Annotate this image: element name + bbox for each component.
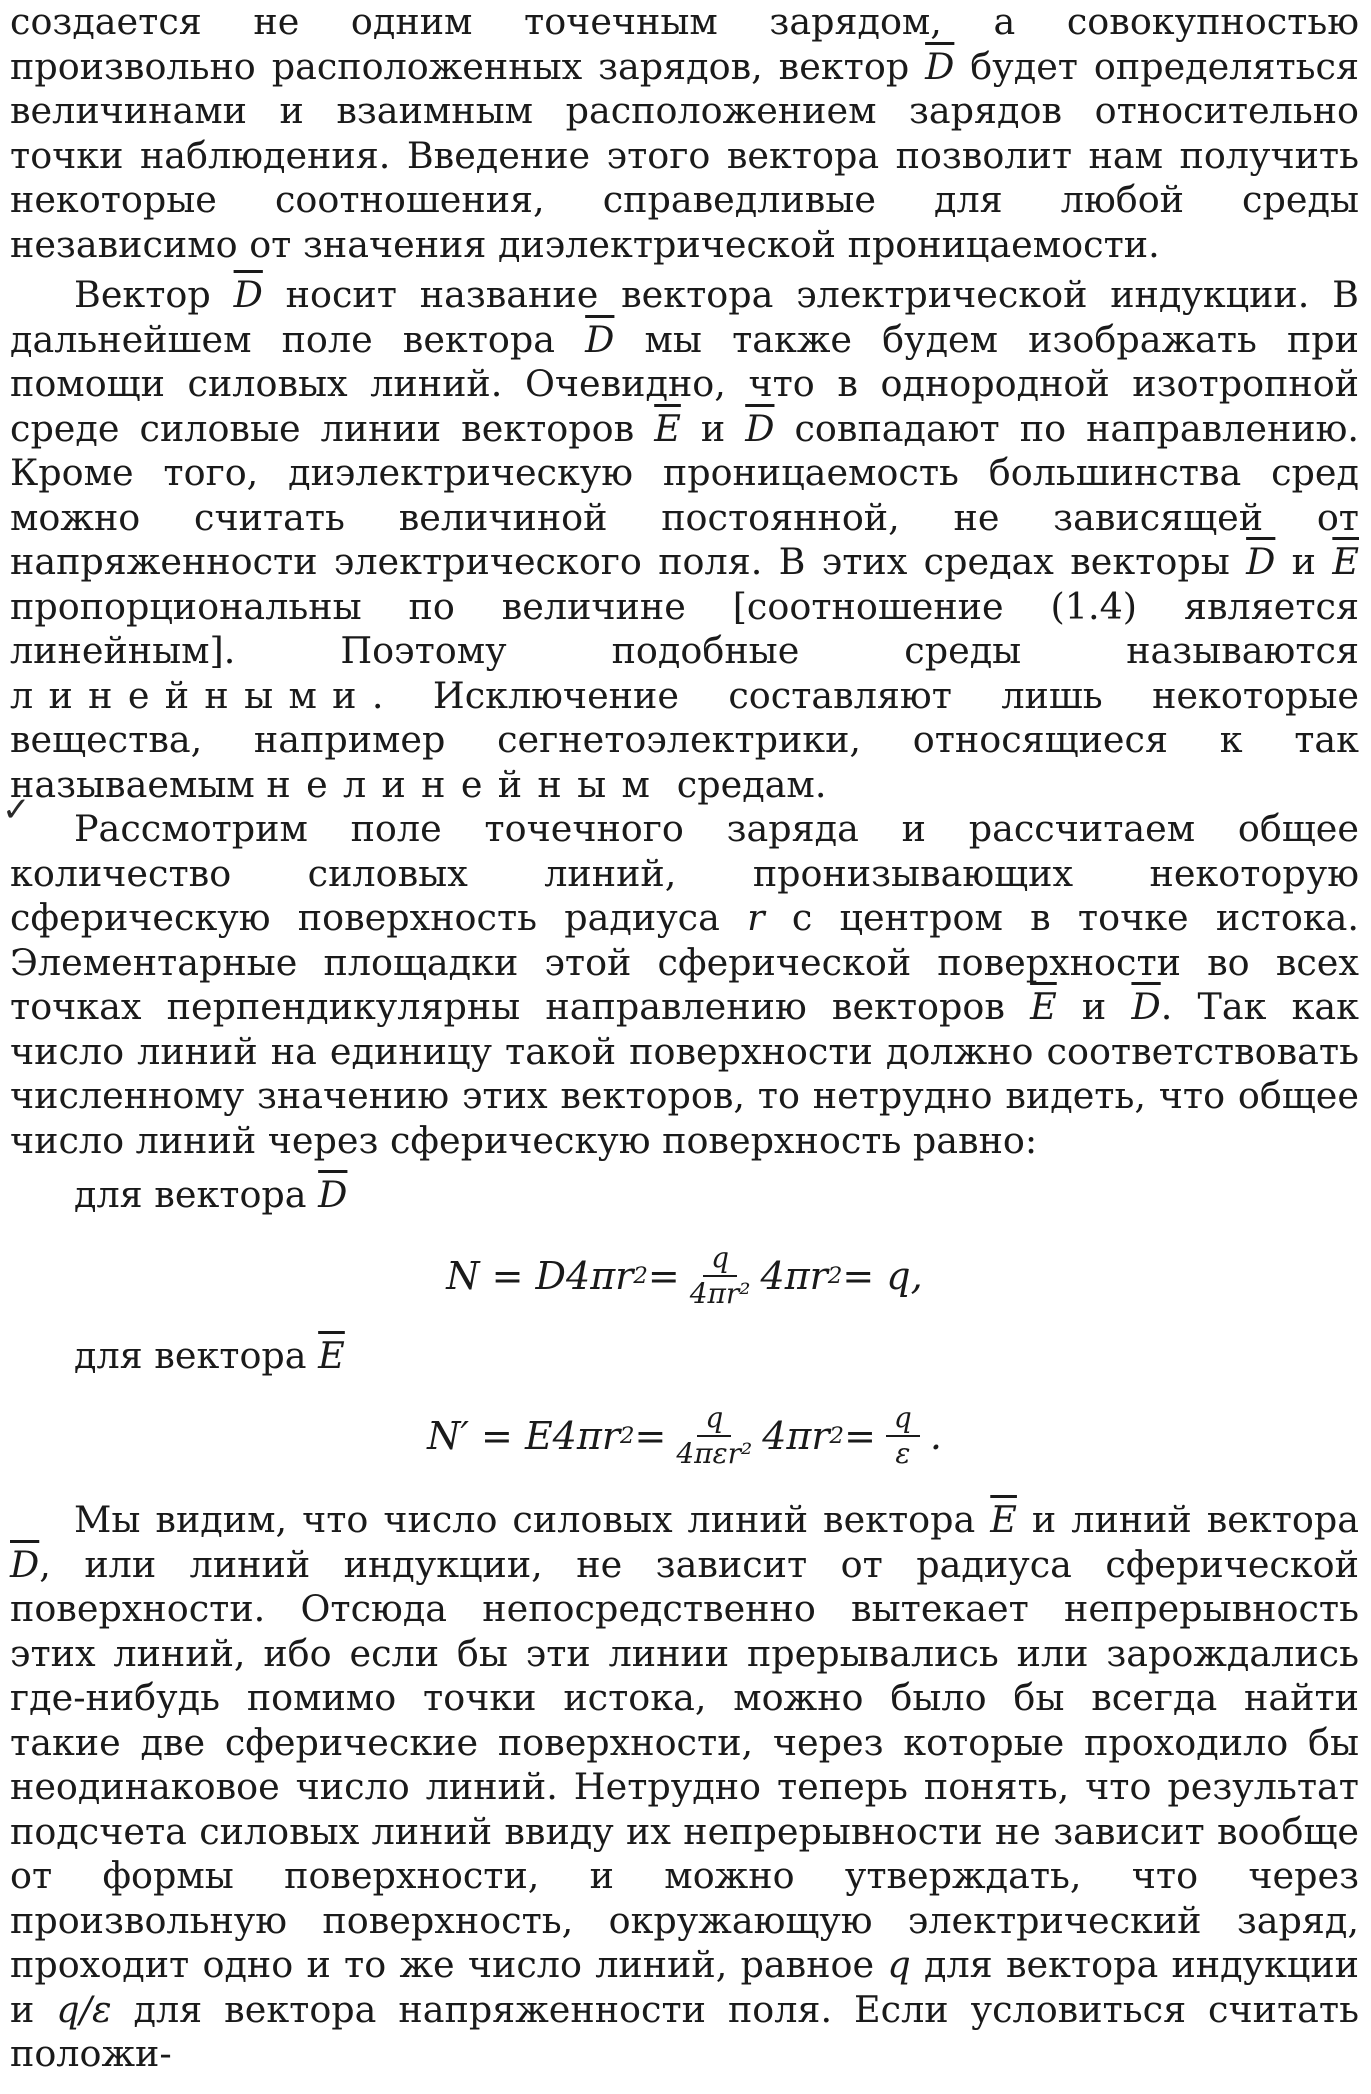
text-run: и	[1056, 985, 1132, 1028]
check-mark-icon: ✓	[2, 790, 31, 830]
formula-lhs: N = D4πr	[446, 1253, 634, 1298]
vector-d: $\overline{D}$	[233, 273, 263, 316]
vector-d: $\overline{D}$	[1131, 985, 1161, 1028]
exponent: 2	[829, 1423, 845, 1449]
text-run: мы также будем изображать при помощи силовых линий. Очевидно, что в однородной изотропной среде силовые линии векторов	[10, 317, 1359, 450]
text-run: для вектора	[74, 1173, 319, 1216]
symbol-r: r	[747, 896, 765, 939]
vector-e: $\overline{E}$	[318, 1333, 345, 1377]
vector-d: $\overline{D}$	[925, 44, 955, 88]
equals-sign: =	[634, 1414, 667, 1458]
text-run: создается не одним точечным зарядом, а совокупностью произвольно расположенных зарядов, вектор	[10, 0, 1359, 88]
formula-n-d	[10, 1218, 1359, 1334]
numerator: q	[703, 1241, 737, 1277]
symbol-q: q	[887, 1943, 911, 1986]
exponent: 2	[633, 1262, 648, 1289]
text-run: пропорциональны по величине [соотношение (1.4) является линейным]. Поэтому подобные среды называются	[10, 584, 1359, 672]
vector-d: $\overline{D}$	[318, 1173, 348, 1216]
paragraph-2	[10, 273, 1359, 807]
fraction	[690, 1241, 751, 1311]
equals-sign: =	[647, 1253, 680, 1298]
vector-e: $\overline{E}$	[654, 406, 681, 450]
text-run: . Так как число линий на единицу такой поверхности должно соответствовать численному значению этих векторов, то нетрудно видеть, что общее число линий через сферическую поверхность равно:	[10, 985, 1359, 1162]
text-run: , или линий индукции, не зависит от радиуса сферической поверхности. Отсюда непосредственно вытекает непрерывность этих линий, ибо если бы эти линии прерывались или зарождались где-нибудь помимо точки истока, можно было бы всегда найти такие две сферические поверхности, через которые проходило бы неодинаковое число линий. Нетрудно теперь понять, что результат подсчета силовых линий ввиду их непрерывности не зависит вообще от формы поверхности, и можно утверждать, что через произвольную поверхность, окружающую электрический заряд, проходит одно и то же число линий, равное	[10, 1542, 1359, 1986]
vector-d: $\overline{D}$	[745, 406, 775, 450]
vector-d: $\overline{D}$	[1246, 540, 1276, 583]
text-run: для вектора	[74, 1333, 319, 1377]
text-run: носит название вектора электрической индукции. В дальнейшем поле вектора	[10, 273, 1359, 361]
text-run: и	[1275, 540, 1333, 583]
exponent: 2	[827, 1262, 843, 1289]
denominator: 4πεr²	[676, 1437, 753, 1470]
formula-rhs: 4πr	[760, 1253, 828, 1298]
symbol-q-over-epsilon: q/ε	[56, 1987, 112, 2031]
paragraph-3	[10, 807, 1359, 1163]
numerator: q	[886, 1401, 920, 1437]
text-run: Вектор	[74, 273, 234, 316]
formula-n-e	[10, 1378, 1359, 1494]
text-run: для вектора напряженности поля. Если условиться считать положи-	[10, 1987, 1359, 2075]
formula-label-d	[74, 1173, 1359, 1218]
text-run: . Исключение составляют лишь некоторые вещества, например сегнетоэлектрики, относящиеся к так называемым	[10, 673, 1359, 806]
formula-tail: = q,	[842, 1253, 923, 1298]
spaced-term-nonlinear: нелинейным	[266, 762, 666, 806]
vector-d: $\overline{D}$	[10, 1542, 40, 1586]
text-run: и	[680, 406, 746, 450]
text-run: и линий вектора	[1016, 1498, 1359, 1541]
numerator: q	[697, 1401, 731, 1437]
fraction	[886, 1401, 920, 1471]
denominator: ε	[895, 1437, 911, 1470]
spaced-term-linear: линейными	[10, 673, 372, 717]
vector-e: $\overline{E}$	[1030, 985, 1057, 1028]
fraction	[676, 1401, 752, 1471]
formula-rhs: 4πr	[762, 1414, 830, 1458]
paragraph-4	[10, 1498, 1359, 2077]
text-run: совпадают по направлению. Кроме того, диэлектрическую проницаемость большинства сред можно считать величиной постоянной, не зависящей от напряженности электрического поля. В этих средах векторы	[10, 406, 1359, 583]
formula-tail: .	[929, 1414, 942, 1458]
vector-d: $\overline{D}$	[585, 317, 615, 361]
formula-lhs: N′ = E4πr	[427, 1414, 620, 1458]
denominator: 4πr²	[689, 1276, 751, 1310]
equals-sign: =	[844, 1414, 876, 1458]
text-run: Мы видим, что число силовых линий вектора	[74, 1498, 991, 1541]
exponent: 2	[620, 1423, 635, 1449]
vector-e: $\overline{E}$	[1332, 540, 1359, 583]
text-run: средам.	[665, 762, 827, 806]
vector-e: $\overline{E}$	[990, 1498, 1017, 1541]
text-run: для вектора индукции и	[10, 1943, 1360, 2031]
text-run: с центром в точке истока. Элементарные площадки этой сферической поверхности во всех точках перпендикулярны направлению векторов	[10, 896, 1359, 1028]
text-run: Рассмотрим поле точечного заряда и рассчитаем общее количество силовых линий, пронизывающих некоторую сферическую поверхность радиуса	[10, 807, 1359, 939]
formula-label-e	[74, 1334, 1359, 1379]
text-run: будет определяться величинами и взаимным расположением зарядов относительно точки наблюдения. Введение этого вектора позволит нам получить некоторые соотношения, справедливые для любой среды независимо от значения диэлектрической проницаемости.	[10, 44, 1359, 266]
paragraph-1	[10, 0, 1359, 267]
